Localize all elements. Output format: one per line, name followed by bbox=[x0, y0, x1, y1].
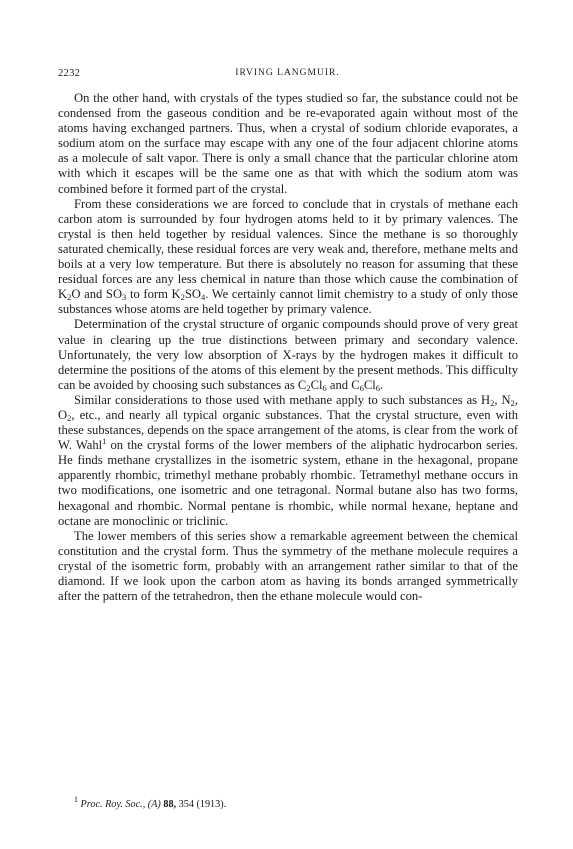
paragraph: From these considerations we are forced to conclude that in crystals of methane each carbon atom is surrounded by four hydrogen atoms held to it by primary valences. The crystal is then held together by residual valences. Since the methane is so thoroughly saturated chemically, these residual forces are very weak and, therefore, methane melts and boils at a very low temperature. But there is absolutely no reason for assuming that these residual forces are any less chemical in nature than those which cause the combination of $K_2O$ and $SO_3$ to form $K_2SO_4$. We certainly cannot limit chemistry to a study of only those substances whose atoms are held together by primary valence. bbox=[58, 196, 518, 317]
page-header bbox=[58, 68, 517, 84]
paragraph: The lower members of this series show a remarkable agreement between the chemical constitution and the crystal form. Thus the symmetry of the methane molecule requires a crystal of the isometric form, probably with an arrangement rather similar to that of the diamond. If we look upon the carbon atom as having its bonds arranged symmetrically after the pattern of the tetrahedron, then the ethane molecule would con- bbox=[58, 528, 518, 604]
paragraph: Similar considerations to those used with methane apply to such substances as $H_2$, $N_2$, $O_2$, etc., and nearly all typical organic substances. That the crystal structure, even with these substances, depends on the space arrangement of the atoms, is clear from the work of W. Wahl$^1$ on the crystal forms of the lower members of the aliphatic hydrocarbon series. He finds methane crystallizes in the isometric system, ethane in the hexagonal, propane apparently rhombic, trimethyl methane probably rhombic. Tetramethyl methane occurs in two modifications, one isometric and one tetragonal. Normal butane also has two forms, hexagonal and rhombic. Normal pentane is rhombic, while normal hexane, heptane and octane are monoclinic or triclinic. bbox=[58, 392, 519, 528]
footnote-marker: 1 bbox=[74, 795, 78, 804]
running-head: IRVING LANGMUIR. bbox=[235, 68, 340, 78]
paragraph: Determination of the crystal structure of organic compounds should prove of very great value in clearing up the true distinctions between primary and secondary valence. Unfortunately, the very low absorption of X-rays by the hydrogen makes it difficult to determine the positions of the atoms of this element by the present methods. This difficulty can be avoided by choosing such substances as $C_2Cl_6$ and $C_6Cl_6$. bbox=[58, 317, 518, 393]
paragraph: On the other hand, with crystals of the types studied so far, the substance could not be condensed from the gaseous condition and be re-evaporated again without most of the atoms having exchanged partners. Thus, when a crystal of sodium chloride evaporates, a sodium atom on the surface may escape with any one of the four adjacent chlorine atoms as a molecule of salt vapor. There is only a small chance that the particular chlorine atom with which it escapes will be the same one as that with which the sodium atom was combined before it formed part of the crystal. bbox=[58, 91, 518, 196]
footnote-volume: 88, bbox=[163, 799, 177, 810]
footnote bbox=[58, 795, 518, 811]
footnote-journal: Proc. Roy. Soc., bbox=[80, 799, 146, 810]
footnote-pages: 354 (1913). bbox=[178, 799, 227, 810]
body-text bbox=[58, 91, 518, 604]
footnote-series: (A) bbox=[147, 799, 161, 810]
page-number: 2232 bbox=[58, 68, 81, 79]
